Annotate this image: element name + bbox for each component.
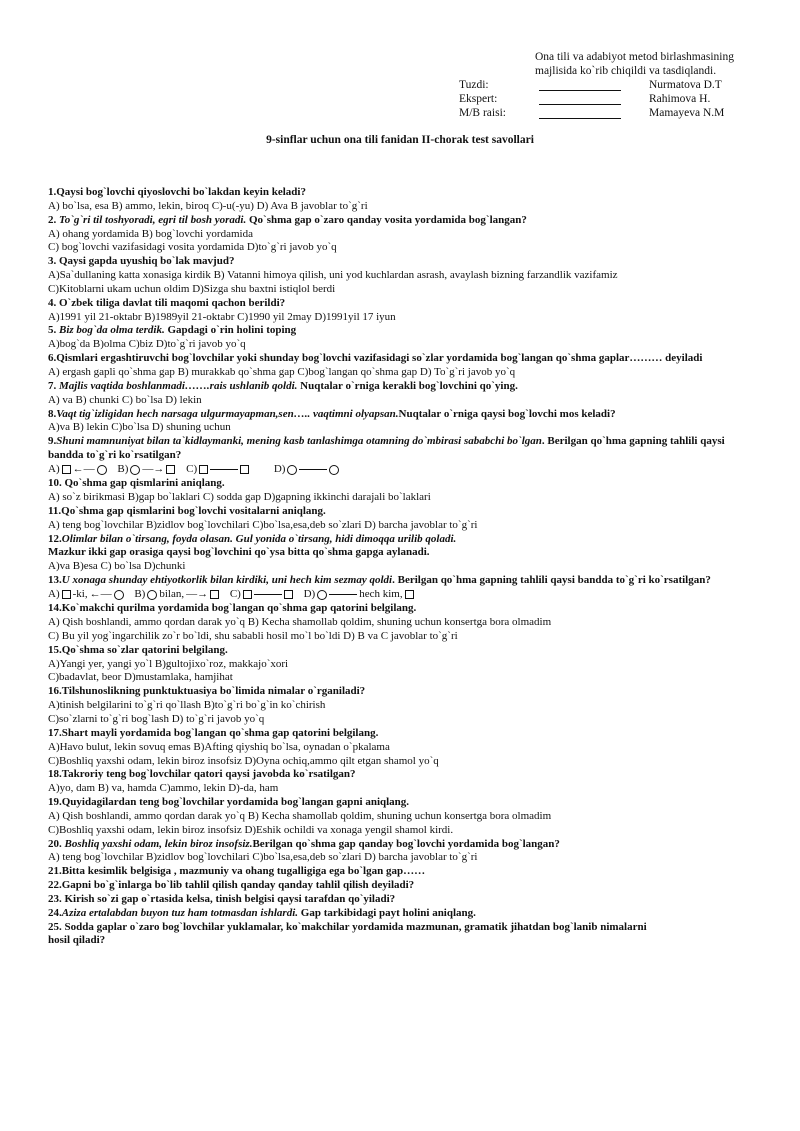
option-label: B): [117, 462, 129, 475]
signature-name: Mamayeva N.M: [649, 107, 725, 119]
option-c-diagram: [230, 588, 293, 602]
question-number: 9.: [48, 435, 57, 448]
option-c-diagram: [186, 463, 249, 477]
option-label: A): [48, 462, 60, 475]
circle-shape: [130, 465, 140, 475]
options-8: A)va B) lekin C)bo`lsa D) shuning uchun: [48, 421, 231, 434]
circle-shape: [97, 465, 107, 475]
options-7: A) va B) chunki C) bo`lsa D) lekin: [48, 393, 202, 406]
square-shape: [405, 590, 414, 599]
option-label: B): [134, 587, 146, 600]
question-number: 24.: [48, 906, 62, 919]
question-8: [48, 408, 738, 422]
question-text: Berilgan qo`shma gap qanday bog`lovchi yordamida bog`langan?: [252, 837, 560, 850]
signature-line: [539, 104, 621, 105]
question-9: [48, 435, 738, 463]
question-11: 11.Qo`shma gap qismlarini bog`lovchi vositalarni aniqlang.: [48, 504, 326, 517]
square-shape: [210, 590, 219, 599]
options-11: A) teng bog`lovchilar B)zidlov bog`lovchilari C)bo`lsa,esa,deb so`zlari D) barcha javoblar to`g`ri: [48, 518, 478, 531]
question-7: [48, 380, 738, 394]
options-17-line-2: C)Boshliq yaxshi odam, lekin biroz insofsiz D)Oyna ochiq,ammo qilt etgan shamol yo`q: [48, 754, 439, 767]
options-5: A)bog`da B)olma C)biz D)to`g`ri javob yo`q: [48, 338, 246, 351]
quoted-sentence: Majlis vaqtida boshlanmadi…….rais ushlanib qoldi.: [59, 379, 298, 392]
options-13-diagrams: [48, 588, 738, 602]
approval-line-1: Ona tili va adabiyot metod birlashmasining: [535, 51, 734, 63]
page-title: 9-sinflar uchun ona tili fanidan II-chorak test savollari: [266, 134, 534, 146]
option-a-diagram: [48, 588, 124, 602]
option-label: D): [273, 462, 286, 475]
options-3-line-1: A)Sa`dullaning katta xonasiga kirdik B) Vatanni himoya qilish, uni yod kuchlardan asrash, avaylash bizning farzandlik vazifamiz: [48, 269, 618, 282]
question-17: 17.Shart mayli yordamida bog`langan qo`shma gap qatorini belgilang.: [48, 726, 379, 739]
options-19-line-2: C)Boshliq yaxshi odam, lekin biroz insofsiz D)Eshik ochildi va xonaga yengil shamol kirdi.: [48, 823, 454, 836]
signature-name: Nurmatova D.T: [649, 79, 722, 91]
square-shape: [166, 465, 175, 474]
question-25: 25. Sodda gaplar o`zaro bog`lovchilar yuklamalar, ko`makchilar yordamida mazmunan, gramatik jihatdan bog`lanib nimalarni hosil qiladi?: [48, 920, 647, 947]
question-12: [48, 533, 738, 547]
option-d-diagram: [304, 588, 414, 602]
options-6: A) ergash gapli qo`shma gap B) murakkab qo`shma gap C)bog`langan qo`shma gap D) To`g`ri javob yo`q: [48, 365, 516, 378]
signature-label: Tuzdi:: [459, 79, 489, 91]
approval-line-2: majlisida ko`rib chiqildi va tasdiqlandi.: [535, 65, 717, 77]
signature-row: [459, 78, 759, 92]
question-13: [48, 574, 738, 588]
question-23: 23. Kirish so`zi gap o`rtasida kelsa, tinish belgisi qaysi tarafdan qo`yiladi?: [48, 892, 396, 905]
question-number: 13.: [48, 574, 62, 587]
question-list: [48, 186, 738, 948]
question-number: 12.: [48, 532, 62, 545]
question-text: . Berilgan qo`hma gapning tahlili qaysi bandda to`g`ri ko`rsatilgan?: [48, 435, 725, 462]
options-10: A) so`z birikmasi B)gap bo`laklari C) sodda gap D)gapning ikkinchi darajali bo`laklari: [48, 491, 431, 504]
quoted-sentence: Shuni mamnuniyat bilan ta`kidlaymanki, mening kasb tanlashimga otamning do`mbirasi sababchi bo`lgan: [56, 435, 542, 448]
question-24: [48, 907, 738, 921]
question-text: Nuqtalar o`rniga kerakli bog`lovchini qo`ying.: [297, 379, 518, 392]
right-arrow-icon: —→: [186, 588, 209, 601]
square-shape: [62, 465, 71, 474]
question-1: 1.Qaysi bog`lovchi qiyoslovchi bo`lakdan keyin keladi?: [48, 186, 306, 198]
options-15-line-2: C)badavlat, beor D)mustamlaka, hamjihat: [48, 671, 233, 684]
question-14: 14.Ko`makchi qurilma yordamida bog`langan qo`shma gap qatorini belgilang.: [48, 602, 417, 615]
quoted-sentence: Boshliq yaxshi odam, lekin biroz insofsiz.: [64, 837, 253, 850]
signature-name: Rahimova H.: [649, 93, 711, 105]
signature-block: [459, 78, 759, 120]
options-3-line-2: C)Kitoblarni ukam uchun oldim D)Sizga shu baxtni istiqlol berdi: [48, 282, 336, 295]
options-9-diagrams: [48, 463, 738, 477]
question-number: 7.: [48, 379, 59, 392]
option-label: D): [303, 587, 316, 600]
question-20: [48, 838, 738, 852]
question-text: . Berilgan qo`hma gapning tahlili qaysi bandda to`g`ri ko`rsatilgan?: [392, 574, 711, 587]
question-text: Nuqtalar o`rniga qaysi bog`lovchi mos keladi?: [398, 407, 616, 420]
line-connector: [299, 469, 327, 470]
options-1: A) bo`lsa, esa B) ammo, lekin, biroq C)-u(-yu) D) Ava B javoblar to`g`ri: [48, 199, 368, 212]
question-4: 4. O`zbek tiliga davlat tili maqomi qachon berildi?: [48, 296, 286, 309]
options-4: A)1991 yil 21-oktabr B)1989yil 21-oktabr C)1990 yil 2may D)1991yil 17 iyun: [48, 310, 396, 323]
option-label: C): [186, 462, 198, 475]
question-number: 5.: [48, 324, 59, 337]
question-5: [48, 324, 738, 338]
question-15: 15.Qo`shma so`zlar qatorini belgilang.: [48, 643, 228, 656]
question-12-text: Mazkur ikki gap orasiga qaysi bog`lovchini qo`ysa bitta qo`shma gapga aylanadi.: [48, 546, 430, 559]
quoted-sentence: Biz bog`da olma terdik.: [59, 324, 165, 337]
signature-row: [459, 106, 759, 120]
quoted-sentence: Olimlar bilan o`tirsang, foyda olasan. Gul yonida o`tirsang, hidi dimoqqa urilib qoladi.: [61, 532, 457, 545]
options-16-line-2: C)so`zlarni to`g`ri bog`lash D) to`g`ri javob yo`q: [48, 712, 265, 725]
question-3: 3. Qaysi gapda uyushiq bo`lak mavjud?: [48, 255, 235, 268]
options-16-line-1: A)tinish belgilarini to`g`ri qo`llash B)to`g`ri bo`g`in ko`chirish: [48, 699, 326, 712]
question-text: Gapdagi o`rin holini toping: [164, 324, 297, 337]
line-connector: [210, 469, 238, 470]
connector-word: bilan,: [159, 587, 185, 600]
signature-label: Ekspert:: [459, 93, 498, 105]
options-19-line-1: A) Qish boshlandi, ammo qordan darak yo`q B) Kecha shamollab qoldim, shuning uchun konsertga bora olmadim: [48, 809, 552, 822]
question-22: 22.Gapni bo`g`inlarga bo`lib tahlil qilish qanday qanday tahlil qilish deyiladi?: [48, 879, 415, 892]
question-21: 21.Bitta kesimlik belgisiga , mazmuniy va ohang tugalligiga ega bo`lgan gap……: [48, 865, 426, 878]
signature-line: [539, 118, 621, 119]
question-16: 16.Tilshunoslikning punktuktuasiya bo`limida nimalar o`rganiladi?: [48, 685, 366, 698]
square-shape: [243, 590, 252, 599]
square-shape: [284, 590, 293, 599]
quoted-sentence: U xonaga shunday ehtiyotkorlik bilan kirdiki, uni hech kim sezmay qoldi: [61, 574, 393, 587]
square-shape: [199, 465, 208, 474]
option-b-diagram: [117, 463, 175, 477]
approval-note: [535, 50, 734, 78]
line-connector: [329, 594, 357, 595]
signature-line: [539, 90, 621, 91]
options-15-line-1: A)Yangi yer, yangi yo`l B)gultojixo`roz, makkajo`xori: [48, 657, 289, 670]
left-arrow-icon: ←—: [72, 463, 95, 476]
option-a-diagram: [48, 463, 107, 477]
option-b-diagram: [134, 588, 219, 602]
signature-row: [459, 92, 759, 106]
signature-label: M/B raisi:: [459, 107, 506, 119]
options-2-line-2: C) bog`lovchi vazifasidagi vosita yordamida D)to`g`ri javob yo`q: [48, 241, 337, 254]
circle-shape: [287, 465, 297, 475]
question-text: Gap tarkibidagi payt holini aniqlang.: [298, 906, 476, 919]
options-14-line-2: C) Bu yil yog`ingarchilik zo`r bo`ldi, shu sababli hosil mo`l bo`ldi D) B va C javoblar to`g`ri: [48, 629, 458, 642]
circle-shape: [114, 590, 124, 600]
quoted-sentence: Vaqt tig`izligidan hech narsaga ulgurmayapman,sen….. vaqtimni olyapsan.: [56, 407, 399, 420]
options-12: A)va B)esa C) bo`lsa D)chunki: [48, 560, 186, 573]
right-arrow-icon: —→: [142, 463, 165, 476]
option-label: A): [48, 587, 60, 600]
question-6: 6.Qismlari ergashtiruvchi bog`lovchilar yoki shunday bog`lovchi vazifasidagi so`zlar yordamida bog`langan qo`shma gaplar……… deyiladi: [48, 352, 703, 365]
option-d-diagram: [274, 463, 340, 477]
question-2: [48, 214, 738, 228]
circle-shape: [329, 465, 339, 475]
connector-word: -ki,: [72, 587, 88, 600]
line-connector: [254, 594, 282, 595]
option-label: C): [229, 587, 241, 600]
square-shape: [62, 590, 71, 599]
options-20: A) teng bog`lovchilar B)zidlov bog`lovchilari C)bo`lsa,esa,deb so`zlari D) barcha javoblar to`g`ri: [48, 851, 478, 864]
question-18: 18.Takroriy teng bog`lovchilar qatori qaysi javobda ko`rsatilgan?: [48, 768, 356, 781]
question-number: 20.: [48, 837, 65, 850]
quoted-sentence: Aziza ertalabdan buyon tuz ham totmasdan ishlardi.: [61, 906, 299, 919]
options-14-line-1: A) Qish boshlandi, ammo qordan darak yo`q B) Kecha shamollab qoldim, shuning uchun konsertga bora olmadim: [48, 616, 552, 629]
circle-shape: [317, 590, 327, 600]
quoted-sentence: To`g`ri til toshyoradi, egri til bosh yoradi.: [59, 213, 247, 226]
question-text: Qo`shma gap o`zaro qanday vosita yordamida bog`langan?: [246, 213, 527, 226]
left-arrow-icon: ←—: [89, 588, 112, 601]
question-10: 10. Qo`shma gap qismlarini aniqlang.: [48, 477, 225, 490]
question-number: 8.: [48, 407, 57, 420]
question-number: 2.: [48, 213, 59, 226]
options-18: A)yo, dam B) va, hamda C)ammo, lekin D)-da, ham: [48, 782, 279, 795]
options-17-line-1: A)Havo bulut, lekin sovuq emas B)Afting qiyshiq bo`lsa, oynadan o`pkalama: [48, 740, 390, 753]
circle-shape: [147, 590, 157, 600]
question-19: 19.Quyidagilardan teng bog`lovchilar yordamida bog`langan gapni aniqlang.: [48, 796, 410, 809]
connector-word: hech kim,: [359, 587, 403, 600]
square-shape: [240, 465, 249, 474]
options-2-line-1: A) ohang yordamida B) bog`lovchi yordamida: [48, 227, 253, 240]
